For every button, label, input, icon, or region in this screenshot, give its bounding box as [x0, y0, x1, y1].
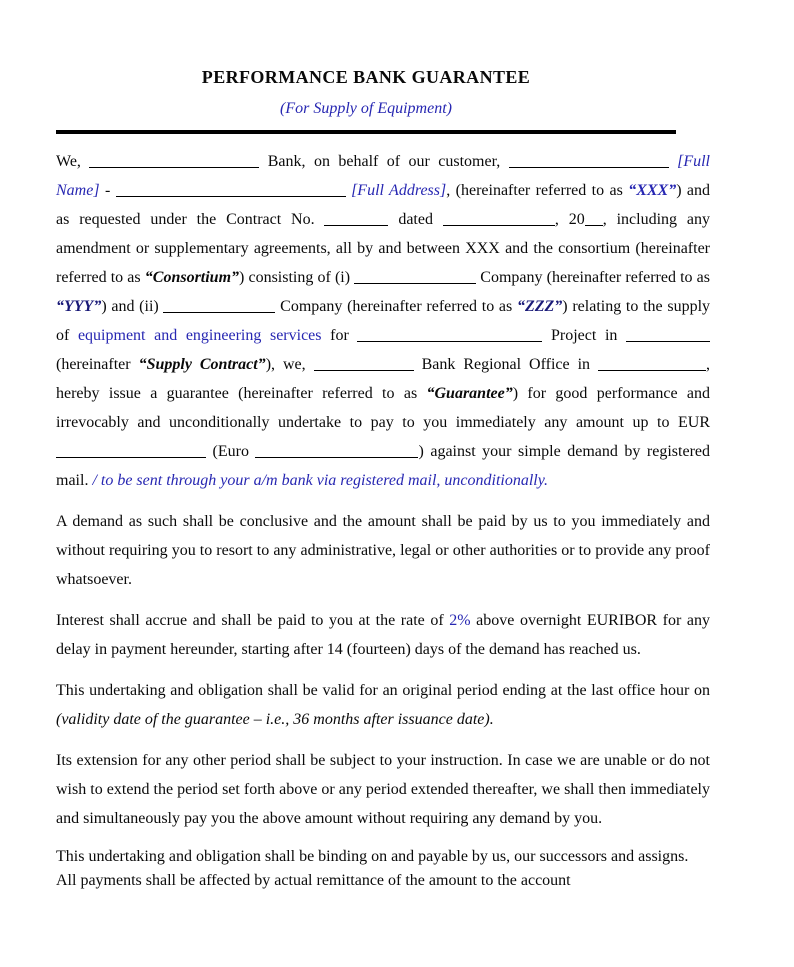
blank-field — [354, 268, 476, 284]
paragraph — [56, 746, 710, 833]
blank-field — [585, 210, 603, 226]
text-run: “ZZZ” — [516, 298, 563, 315]
blank-field — [324, 210, 388, 226]
text-run: dated — [388, 211, 443, 228]
document-title: PERFORMANCE BANK GUARANTEE — [201, 67, 531, 87]
text-run: , 20 — [554, 211, 585, 228]
text-run: “XXX” — [628, 182, 677, 199]
text-run: , hereby issue a guarantee (hereinafter referred to as — [56, 356, 710, 402]
text-run: , including any amendment or supplementary agreements, all by and between XXX and the consortium (hereinafter referred to as — [56, 211, 711, 286]
text-run: equipment and engineering services — [77, 327, 322, 344]
text-run: Its extension for any other period shall be subject to your instruction. In case we are unable or do not wish to extend the period set forth above or any period extended thereafter, we shall then immediately and simultaneously pay you the above amount without requiring any demand by you. — [56, 752, 710, 827]
blank-field — [89, 152, 259, 168]
blank-field — [314, 355, 414, 371]
paragraph — [56, 676, 710, 734]
text-run: Project in — [542, 327, 627, 344]
blank-field — [357, 326, 542, 342]
text-run: ) consisting of (i) — [239, 269, 355, 286]
paragraph — [56, 845, 710, 893]
blank-field — [509, 152, 669, 168]
text-run: [Full Name] — [56, 153, 710, 199]
text-run: “Supply Contract” — [138, 356, 266, 373]
text-run: ), we, — [265, 356, 314, 373]
text-run: 2% — [449, 612, 471, 629]
text-run: “YYY” — [56, 298, 102, 315]
document-subtitle: (For Supply of Equipment) — [280, 100, 452, 117]
blank-field — [255, 442, 418, 458]
text-run: “Guarantee” — [426, 385, 513, 402]
paragraph — [56, 606, 710, 664]
text-run: ) and as requested under the Contract No. — [56, 182, 711, 228]
blank-field — [163, 297, 275, 313]
text-run — [669, 153, 677, 170]
text-run: Company (hereinafter referred to as — [275, 298, 517, 315]
blank-field — [626, 326, 710, 342]
blank-field — [56, 442, 206, 458]
text-run: - — [99, 182, 116, 199]
text-run: (Euro — [206, 443, 256, 460]
text-run: / to be sent through your a/m bank via registered mail, unconditionally. — [92, 472, 548, 489]
text-run: (validity date of the guarantee – i.e., 36 months after issuance date). — [56, 711, 494, 728]
text-run: for — [321, 327, 358, 344]
blank-field — [598, 355, 706, 371]
text-run: “Consortium” — [144, 269, 240, 286]
text-run: This undertaking and obligation shall be valid for an original period ending at the last office hour on — [56, 682, 710, 699]
text-run: Interest shall accrue and shall be paid to you at the rate of — [56, 612, 450, 629]
text-run: This undertaking and obligation shall be binding on and payable by us, our successors and assigns. All payments shall be affected by actual remittance of the amount to the account — [56, 848, 689, 889]
text-run: ) for good performance and irrevocably and unconditionally undertake to pay to you immediately any amount up to EUR — [56, 385, 710, 431]
text-run: ) relating to the supply of — [56, 298, 711, 344]
document-body — [56, 147, 710, 893]
text-run: Company (hereinafter referred to as — [476, 269, 711, 286]
title-divider — [56, 130, 676, 134]
blank-field — [443, 210, 555, 226]
text-run: Bank Regional Office in — [413, 356, 598, 373]
document-header — [56, 66, 676, 119]
text-run: (hereinafter — [56, 356, 139, 373]
blank-field — [116, 181, 346, 197]
paragraph — [56, 507, 710, 594]
text-run: [Full Address] — [351, 182, 447, 199]
text-run: A demand as such shall be conclusive and the amount shall be paid by us to you immediately and without requiring you to resort to any administrative, legal or other authorities or to provide any proof whatsoever. — [56, 513, 710, 588]
text-run: Bank, on behalf of our customer, — [259, 153, 509, 170]
text-run: above overnight EURIBOR for any delay in payment hereunder, starting after 14 (fourteen) days of the demand has reached us. — [56, 612, 710, 658]
text-run: ) and (ii) — [101, 298, 164, 315]
text-run: ) against your simple demand by registered mail. — [56, 443, 710, 489]
text-run: We, — [56, 153, 90, 170]
text-run: , (hereinafter referred to as — [446, 182, 629, 199]
paragraph — [56, 147, 710, 495]
